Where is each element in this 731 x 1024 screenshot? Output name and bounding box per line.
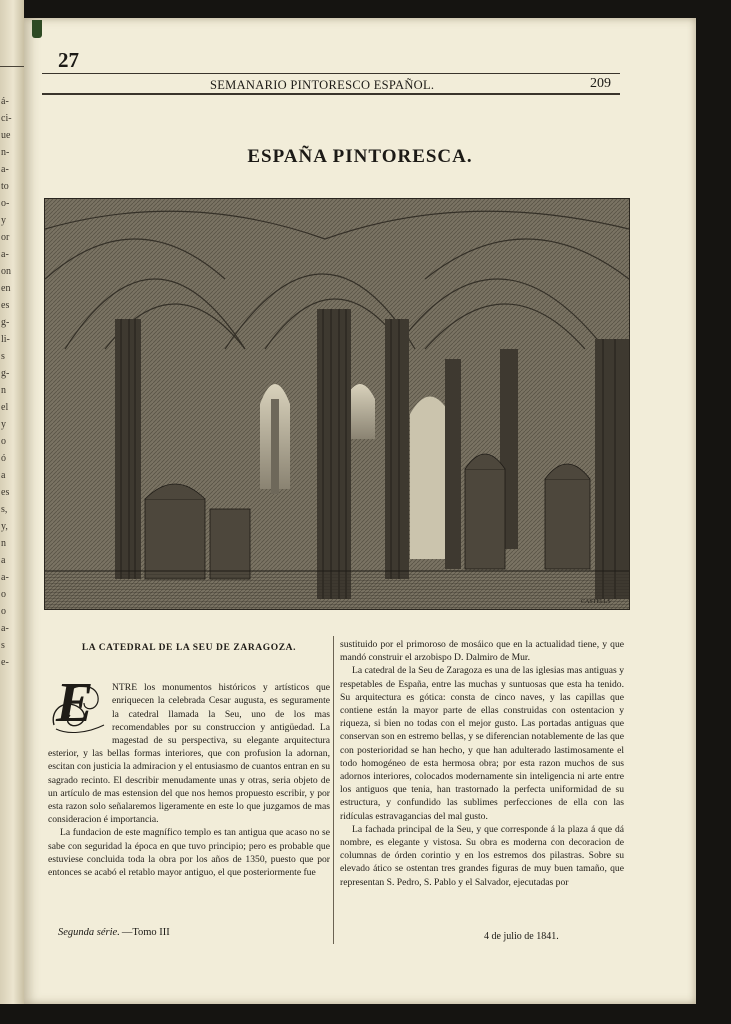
previous-page-fragment: y xyxy=(1,419,6,430)
previous-page-fragment: s xyxy=(1,351,5,362)
previous-page-fragment: or xyxy=(1,232,10,243)
previous-page-fragment: el xyxy=(1,402,9,413)
previous-page-fragment: a- xyxy=(1,249,9,260)
previous-page-fragment: o xyxy=(1,436,6,447)
section-title: ESPAÑA PINTORESCA. xyxy=(247,146,473,167)
previous-page-fragment: ue xyxy=(1,130,11,141)
previous-page-fragment: o xyxy=(1,589,6,600)
previous-page-fragment: a xyxy=(1,555,6,566)
previous-page-fragment: s xyxy=(1,640,5,651)
previous-page-edge xyxy=(0,0,24,1004)
cathedral-engraving xyxy=(44,198,630,610)
folio-number: 209 xyxy=(590,76,611,91)
issue-date: 4 de julio de 1841. xyxy=(484,931,559,942)
previous-page-fragment: on xyxy=(1,266,11,277)
running-head: SEMANARIO PINTORESCO ESPAÑOL. xyxy=(210,78,435,92)
page-number: 27 xyxy=(58,48,79,72)
engraver-signature: CASTELLS xyxy=(581,599,611,605)
paragraph: La catedral de la Seu de Zaragoza es una de las iglesias mas antiguas y respetables de España, entre las muchas y suntuosas que esta ha tenido. Su arquitectura es gótica: consta de cinco naves, y las capillas que contiene están la mayor parte de ellas construidas con ostentacion y riqueza, si bien no todas con el mejor gusto. Las portadas antiguas que conservan son en estremo bellas, y se diferencian notablemente de las que con posterioridad se han hecho, y que han adulterado lastimosamente el todo homogéneo de esta hermosa obra; por esta razon muchos de sus adornos interiores, colocados modernamente sin inteligencia ni arte entre los antiguos que tenia, han trastornado la perfecta uniformidad de su estructura, y confundido las sublimes perfecciones de ella con las ridículas estravagancias del mal gusto. xyxy=(340,665,624,822)
previous-page-fragment: y xyxy=(1,215,6,226)
previous-page-fragment: a xyxy=(1,470,6,481)
series-footer xyxy=(58,927,170,938)
previous-page-fragment: a- xyxy=(1,164,9,175)
previous-page-fragment: es xyxy=(1,300,10,311)
previous-page-fragment: o- xyxy=(1,198,10,209)
dropcap-letter: E xyxy=(56,672,94,735)
paragraph: La fachada principal de la Seu, y que corresponde á la plaza á que dá nombre, es elegante y vistosa. Su obra es moderna con decoracion de columnas de órden corintio y en los estremos dos pilastras. Sobre su elevado ático se ostentan tres grandes figuras de muy buen tamaño, que representan S. Pedro, S. Pablo y el Salvador, ejecutadas por xyxy=(340,823,624,888)
ornamental-initial xyxy=(48,672,108,735)
previous-page-fragment: n xyxy=(1,538,6,549)
paragraph: sustituido por el primoroso de mosáico que en la actualidad tiene, y que mandó construir el arzobispo D. Dalmiro de Mur. xyxy=(340,639,624,664)
previous-page-fragment: s, xyxy=(1,504,8,515)
paragraph: La fundacion de este magnífico templo es tan antigua que acaso no se sabe con seguridad la época en que tuvo principio; pero es probable que estuviese concluida toda la obra por los años de 1350, puesto que por entonces se acabó el retablo mayor antiguo, el que posteriormente fue xyxy=(48,827,330,879)
cathedral-interior-illustration xyxy=(45,199,629,609)
article-column-left xyxy=(48,638,330,879)
previous-page-fragment: a- xyxy=(1,623,9,634)
volume-label: —Tomo III xyxy=(121,927,170,938)
header-rule-top xyxy=(42,73,620,74)
previous-page-fragment: y, xyxy=(1,521,8,532)
previous-page-fragment: n- xyxy=(1,147,10,158)
previous-page-fragment: o xyxy=(1,606,6,617)
previous-page-fragment: ci- xyxy=(1,113,12,124)
article-column-right xyxy=(340,638,624,889)
previous-page-fragment: en xyxy=(1,283,11,294)
previous-page-fragment: g- xyxy=(1,317,10,328)
journal-page xyxy=(24,18,696,1004)
previous-page-fragment: n xyxy=(1,385,6,396)
previous-page-fragment: a- xyxy=(1,572,9,583)
previous-page-fragment: li- xyxy=(1,334,10,345)
previous-page-fragment: es xyxy=(1,487,10,498)
bookmark-ribbon xyxy=(32,20,42,38)
previous-page-fragment: to xyxy=(1,181,9,192)
paragraph: NTRE los monumentos históricos y artísticos que enriquecen la celebrada Cesar augusta, es seguramente la catedral llamada la Seu, uno de los mas recomendables por su construccion y antigüedad. La magestad de su perspectiva, su elegante arquitectura esterior, y las bellas formas interiores, que con profusion la adornan, escitan con justicia la admiracion y el entusiasmo de cuantos entran en su sagrado recinto. El describir menudamente unas y otras, seria objeto de un artículo de mas estension del que nos hemos propuesto escribir, y por esta razon solo señalaremos ligeramente en este lo que juzgamos de mas consideracion é importancia. xyxy=(48,682,330,826)
previous-page-fragment: g- xyxy=(1,368,10,379)
previous-page-rule xyxy=(0,66,24,67)
header-rule-bottom xyxy=(42,93,620,95)
article-title: LA CATEDRAL DE LA SEU DE ZARAGOZA. xyxy=(81,643,297,653)
column-divider xyxy=(333,636,334,944)
previous-page-fragment: ó xyxy=(1,453,6,464)
previous-page-fragment: á- xyxy=(1,96,9,107)
previous-page-fragment: e- xyxy=(1,657,9,668)
series-label: Segunda série. xyxy=(58,927,120,938)
